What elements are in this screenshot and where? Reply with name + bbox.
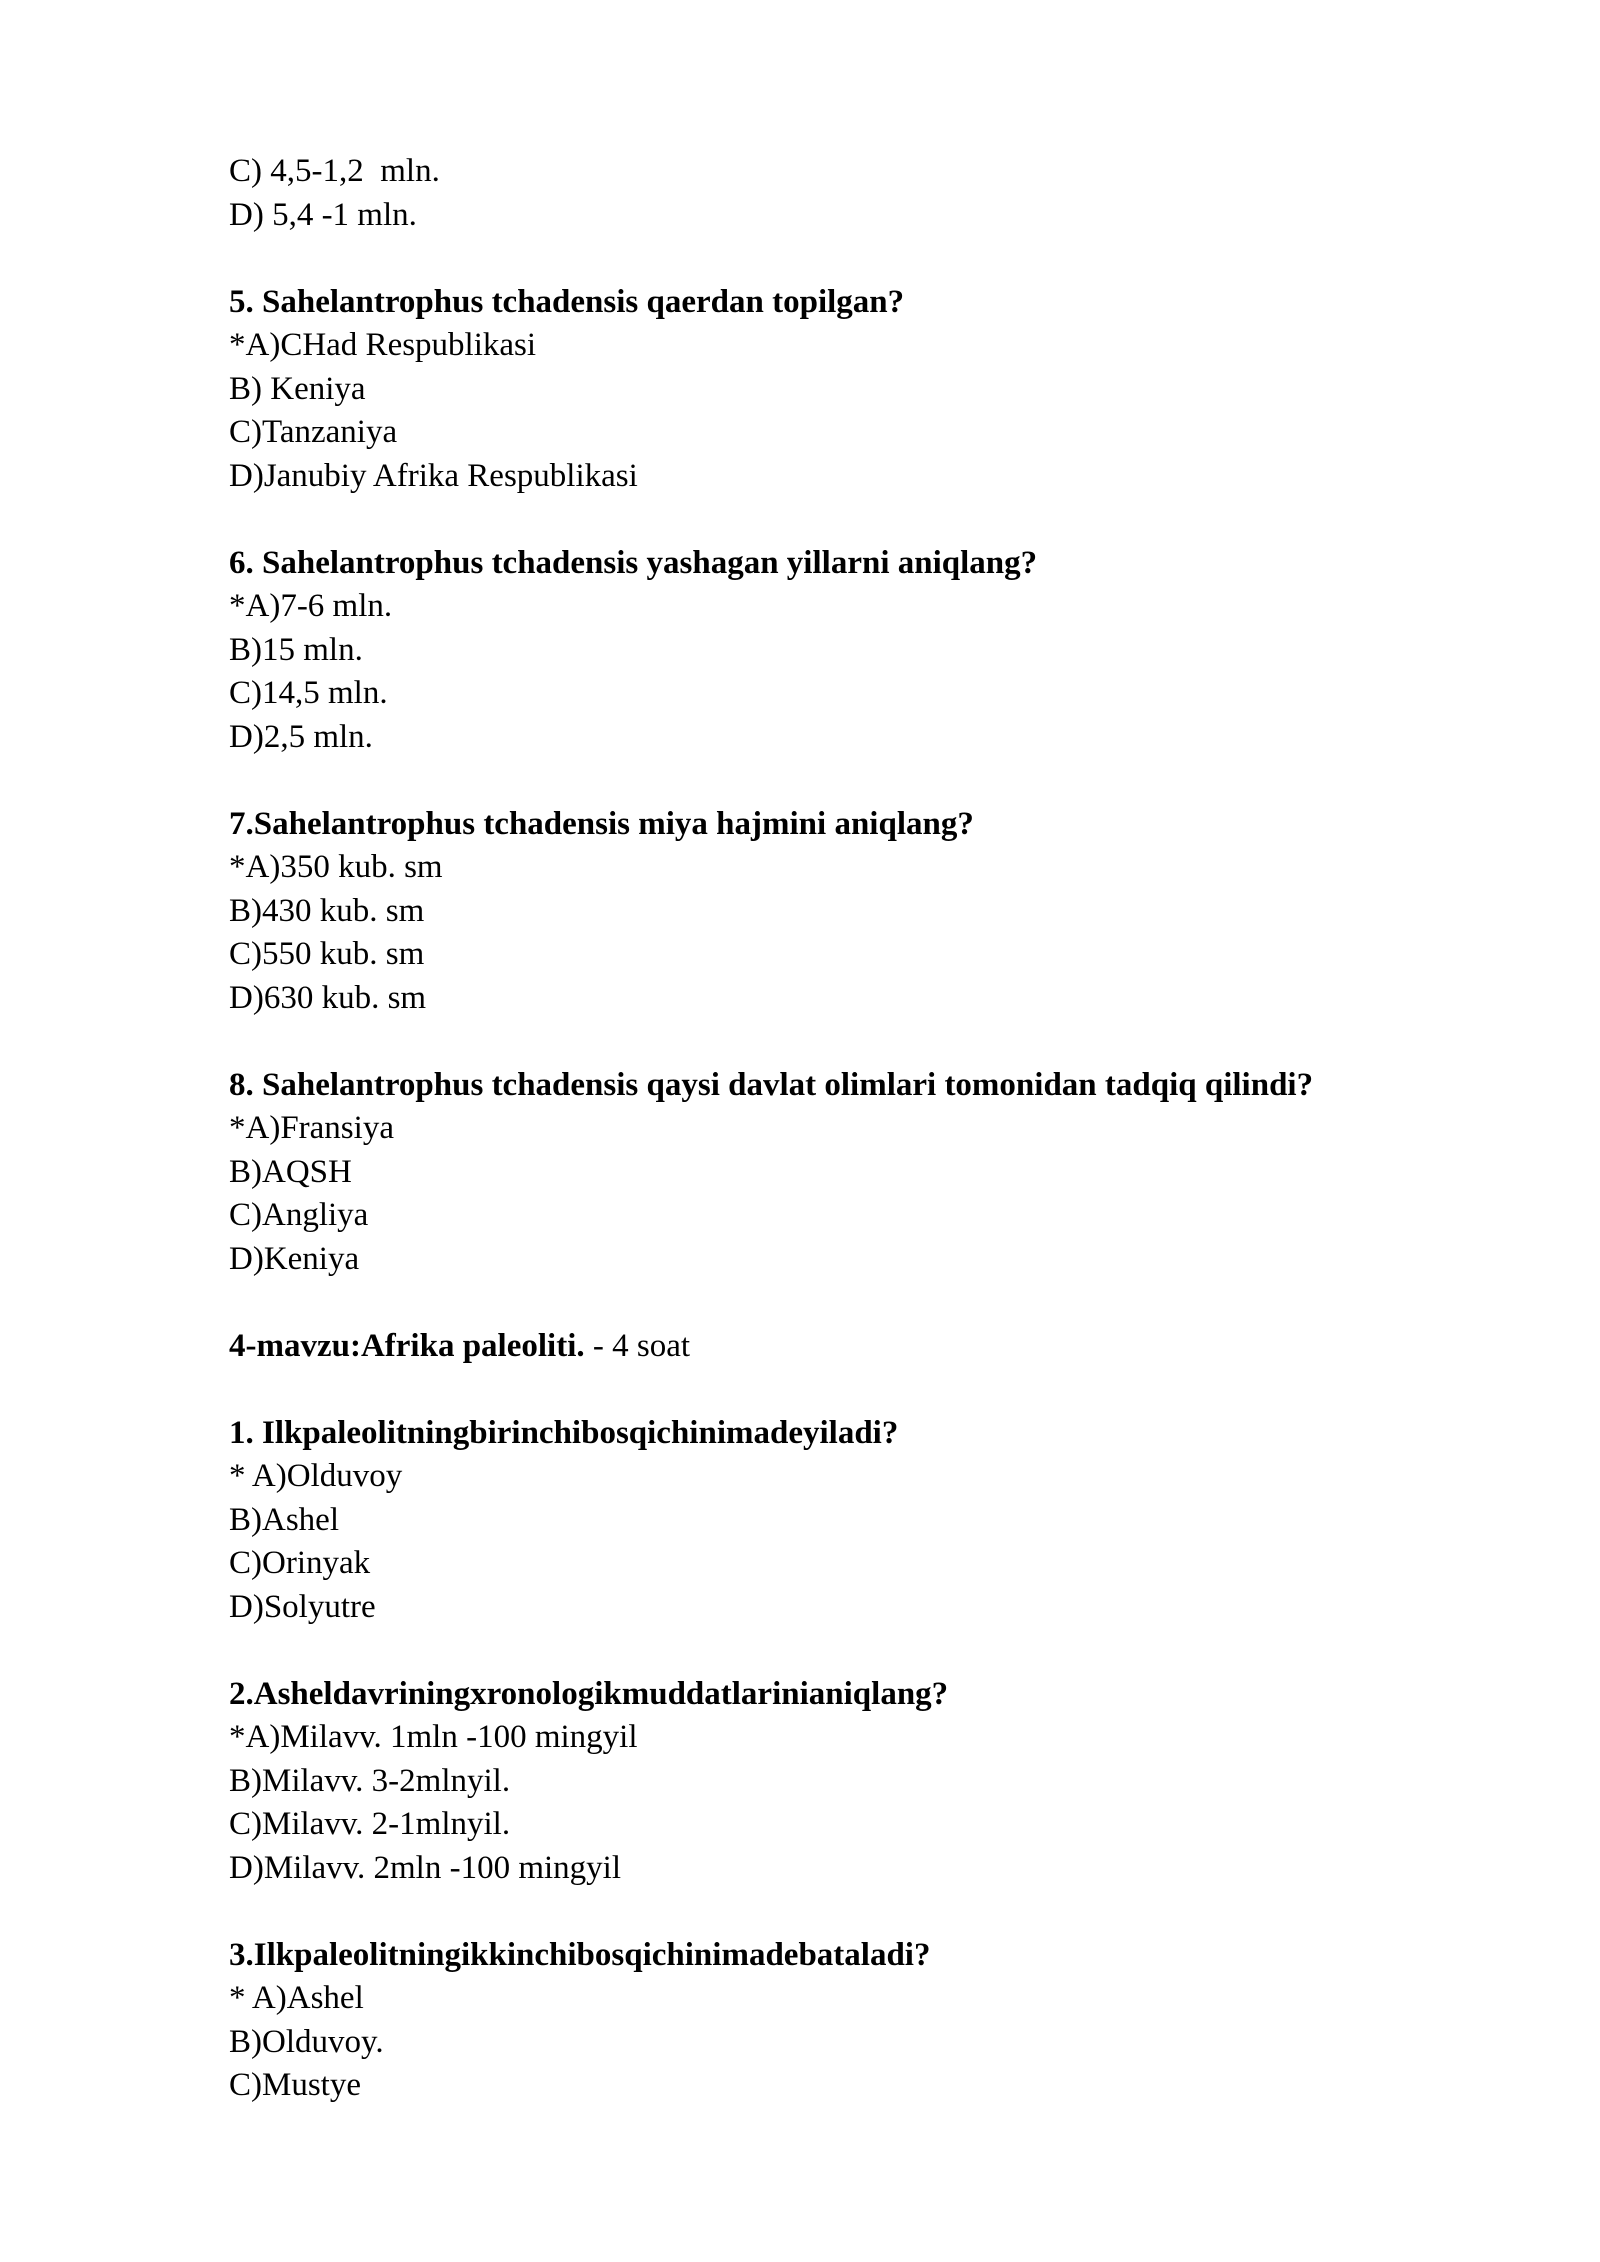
answer-option: B)Ashel (229, 1501, 339, 1538)
question-title: 8. Sahelantrophus tchadensis qaysi davlat olimlari tomonidan tadqiq qilindi? (229, 1066, 1314, 1103)
answer-option: B)430 kub. sm (229, 892, 425, 929)
document-page (229, 150, 1529, 2108)
question-title: 2.Asheldavriningxronologikmuddatlarinianiqlang? (229, 1675, 949, 1712)
answer-option: C)Mustye (229, 2067, 361, 2103)
answer-option: * A)Olduvoy (229, 1458, 403, 1494)
answer-option: C)Tanzaniya (229, 414, 398, 450)
answer-option: *A)350 kub. sm (229, 849, 443, 885)
answer-option: C)14,5 mln. (229, 675, 388, 711)
answer-option: *A)CHad Respublikasi (229, 327, 537, 363)
answer-option: B) Keniya (229, 370, 366, 407)
answer-option: *A)Fransiya (229, 1110, 394, 1146)
answer-option: B)Olduvoy. (229, 2023, 384, 2060)
section-hours: - 4 soat (584, 1327, 691, 1364)
question-title: 1. Ilkpaleolitningbirinchibosqichinimadeyiladi? (229, 1414, 899, 1451)
section-title: 4-mavzu:Afrika paleoliti. (229, 1327, 585, 1364)
answer-option: C) 4,5-1,2 mln. (229, 153, 440, 189)
answer-option: B)Milavv. 3-2mlnyil. (229, 1762, 511, 1799)
question-title: 3.Ilkpaleolitningikkinchibosqichinimadebataladi? (229, 1936, 931, 1973)
answer-option: D)Keniya (229, 1240, 360, 1277)
answer-option: *A)Milavv. 1mln -100 mingyil (229, 1719, 638, 1755)
answer-option: D)630 kub. sm (229, 979, 427, 1016)
answer-option: C)Milavv. 2-1mlnyil. (229, 1806, 511, 1842)
answer-option: B)15 mln. (229, 631, 363, 668)
answer-option: D)Milavv. 2mln -100 mingyil (229, 1849, 622, 1886)
question-title: 6. Sahelantrophus tchadensis yashagan yillarni aniqlang? (229, 544, 1038, 581)
answer-option: * A)Ashel (229, 1980, 364, 2016)
answer-option: D)Solyutre (229, 1588, 376, 1625)
question-title: 5. Sahelantrophus tchadensis qaerdan topilgan? (229, 283, 905, 320)
answer-option: B)AQSH (229, 1153, 352, 1190)
section-heading (229, 1325, 1529, 1369)
answer-option: C)Orinyak (229, 1545, 371, 1581)
answer-option: D) 5,4 -1 mln. (229, 196, 417, 233)
answer-option: D)Janubiy Afrika Respublikasi (229, 457, 638, 494)
answer-option: D)2,5 mln. (229, 718, 373, 755)
answer-option: C)Angliya (229, 1197, 369, 1233)
answer-option: *A)7-6 mln. (229, 588, 393, 624)
question-title: 7.Sahelantrophus tchadensis miya hajmini aniqlang? (229, 805, 974, 842)
answer-option: C)550 kub. sm (229, 936, 425, 972)
